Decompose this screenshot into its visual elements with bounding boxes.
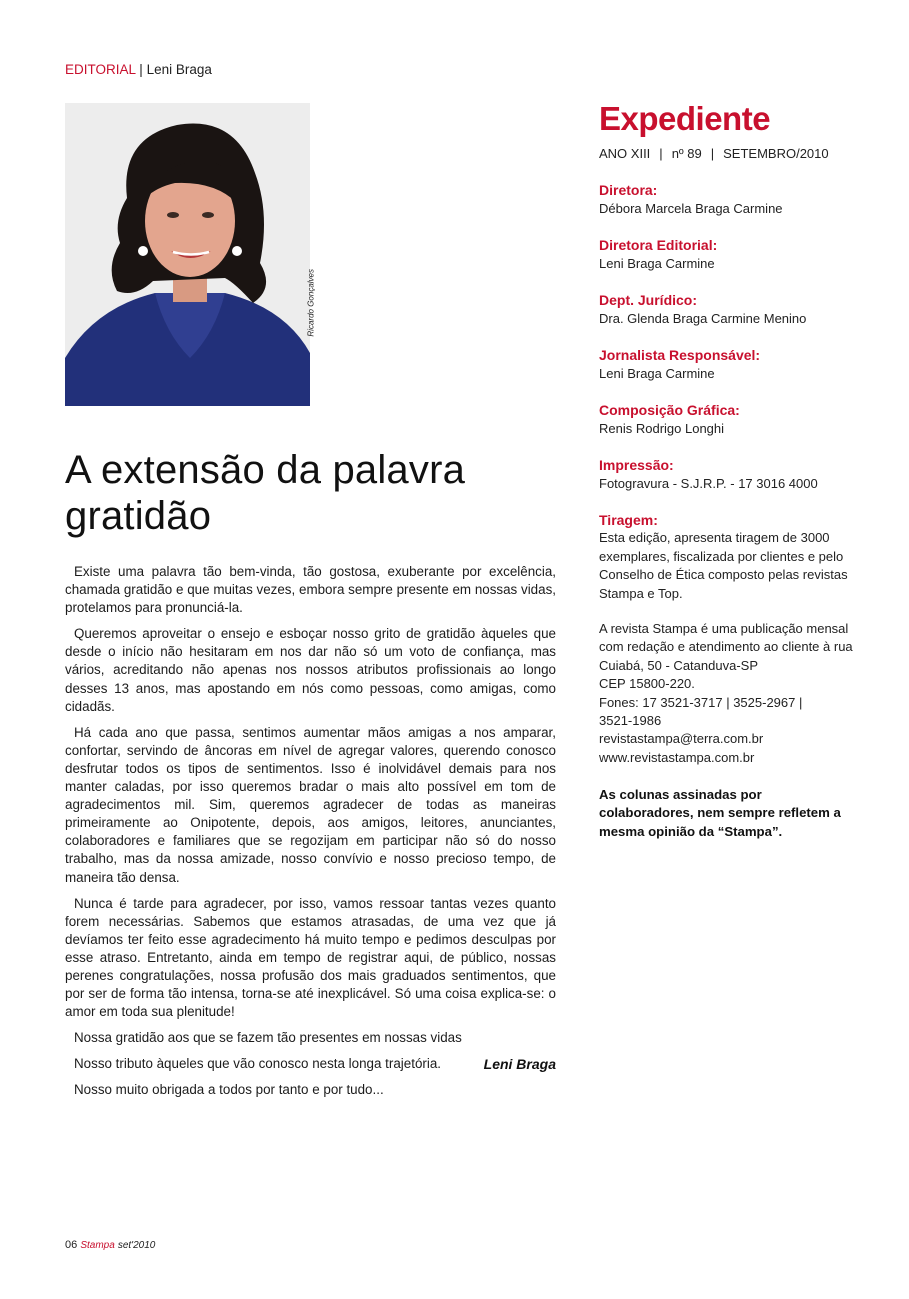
credit-name: Esta edição, apresenta tiragem de 3000 exemplares, fiscalizada por clientes e pelo Conselho de Ética composto pelas revistas Stampa e Top. (599, 530, 848, 601)
credit-item (599, 181, 854, 218)
info-line: com redação e atendimento ao cliente à rua (599, 639, 853, 655)
section-name: EDITORIAL (65, 62, 136, 77)
column-author: Leni Braga (146, 62, 212, 77)
paragraph: Nunca é tarde para agradecer, por isso, vamos ressoar tantas vezes quanto forem necessárias. Sabemos que estamos atrasadas, de uma vez que já devíamos ter feito esse agradecimento há muito tempo e pedimos desculpas por esse atraso. Entretanto, ainda em tempo de registrar aqui, de público, nossas perenes congratulações, nossa profusão dos mais graduados sentimentos, que por ser de forma tão intensa, torna-se até inexplicável. Só uma coisa explica-se: o amor em toda sua plenitude! (65, 895, 556, 1020)
credit-role: Diretora Editorial: (599, 237, 718, 253)
issue-date-footer: set'2010 (117, 1240, 156, 1251)
credit-name: Fotogravura - S.J.R.P. - 17 3016 4000 (599, 476, 818, 491)
expediente-title: Expediente (599, 100, 771, 137)
signature: Leni Braga (483, 1056, 556, 1072)
issue-year: ANO XIII (599, 146, 651, 161)
issue-info (599, 146, 829, 161)
section-divider: | (139, 62, 143, 77)
credit-role: Tiragem: (599, 512, 658, 528)
credit-role: Diretora: (599, 182, 658, 198)
credit-name: Leni Braga Carmine (599, 366, 715, 381)
credit-item (599, 291, 854, 328)
issue-number: nº 89 (671, 146, 702, 161)
issue-divider: | (659, 146, 663, 161)
paragraph: Queremos aproveitar o ensejo e esboçar nosso grito de gratidão àqueles que desde o início não hesitaram em nos dar não só um voto de confiança, mas vários, acreditando não apenas nos nossos atributos profissionais ao longo desses 13 anos, mas apostando em nós como pessoas, como amigas, como cidadãs. (65, 626, 556, 714)
credit-name: Débora Marcela Braga Carmine (599, 201, 783, 216)
credit-name: Leni Braga Carmine (599, 256, 715, 271)
email-link[interactable]: revistastampa@terra.com.br (599, 731, 764, 747)
info-line: A revista Stampa é uma publicação mensal (599, 621, 849, 636)
section-label (65, 62, 212, 77)
website-link[interactable]: www.revistastampa.com.br (599, 749, 755, 765)
credits-list (599, 181, 854, 621)
credit-item (599, 236, 854, 273)
magazine-name: Stampa (80, 1240, 115, 1251)
credit-name: Dra. Glenda Braga Carmine Menino (599, 311, 807, 326)
publication-info (599, 620, 853, 767)
article-title: A extensão da palavra gratidão (65, 448, 466, 538)
paragraph: Nossa gratidão aos que se fazem tão presentes em nossas vidas (74, 1030, 462, 1046)
credit-role: Impressão: (599, 457, 674, 473)
paragraph: Nosso tributo àqueles que vão conosco nesta longa trajetória. (74, 1056, 441, 1072)
credit-role: Jornalista Responsável: (599, 347, 761, 363)
credit-item (599, 401, 854, 438)
phone-line: 3521-1986 (599, 713, 662, 729)
credit-item (599, 456, 854, 493)
paragraph: Nosso muito obrigada a todos por tanto e por tudo... (74, 1082, 384, 1098)
portrait-illustration (65, 103, 310, 406)
credit-item (599, 346, 854, 383)
disclaimer: As colunas assinadas por colaboradores, nem sempre refletem a mesma opinião da “Stampa”. (599, 787, 841, 839)
info-line: CEP 15800-220. (599, 676, 695, 692)
credit-role: Composição Gráfica: (599, 402, 740, 418)
phone-line: Fones: 17 3521-3717 | 3525-2967 | (599, 694, 803, 710)
credit-role: Dept. Jurídico: (599, 292, 698, 308)
paragraph: Existe uma palavra tão bem-vinda, tão gostosa, exuberante por excelência, chamada gratidão e que muitas vezes, embora sempre presente em nossas vidas, protelamos para pronunciá-la. (65, 564, 556, 616)
author-portrait (65, 103, 316, 406)
paragraph: Há cada ano que passa, sentimos aumentar mãos amigas a nos amparar, confortar, servindo de âncoras em nível de agregar valores, querendo conosco desfrutar todos os tipos de sentimentos. Isso é inolvidável demais para nos manter caladas, por isso queremos bradar o mais alto possível em tom de agradecimentos mil. Sim, queremos agradecer de todas as maneiras primeiramente ao Onipotente, depois, aos amigos, leitores, anunciantes, colaboradores e familiares que se regozijam em participar não só do nosso trabalho, mas da nossa amizade, nosso convívio e nosso precioso tempo, de maneira tão densa. (65, 724, 556, 885)
info-line: Cuiabá, 50 - Catanduva-SP (599, 657, 758, 673)
credit-item (599, 511, 854, 603)
photo-credit: Ricardo Gonçalves (307, 269, 316, 337)
credit-name: Renis Rodrigo Longhi (599, 421, 725, 436)
article-body (65, 563, 556, 1108)
page-footer (65, 1239, 155, 1251)
issue-date: SETEMBRO/2010 (723, 146, 829, 161)
issue-divider: | (710, 146, 715, 161)
page-number: 06 (65, 1239, 78, 1251)
